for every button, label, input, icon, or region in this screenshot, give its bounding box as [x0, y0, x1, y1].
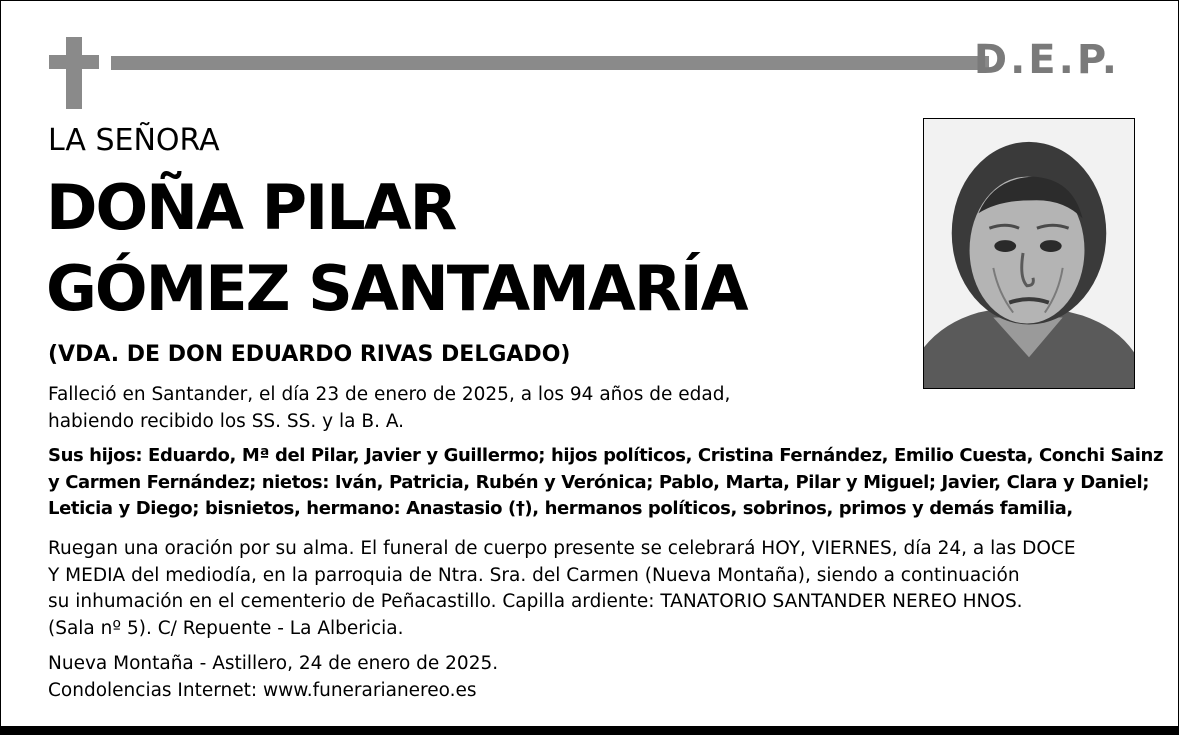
- text-line: (Sala nº 5). C/ Repuente - La Albericia.: [48, 617, 404, 639]
- text-line: Falleció en Santander, el día 23 de enero de 2025, a los 94 años de edad,: [48, 384, 731, 405]
- closing-paragraph: [48, 651, 498, 704]
- text-line: Sus hijos: Eduardo, Mª del Pilar, Javier y Guillermo; hijos políticos, Cristina Fernández, Emilio Cuesta, Conchi Sainz: [48, 445, 1164, 466]
- funeral-paragraph: [48, 536, 1076, 642]
- title-label: LA SEÑORA: [48, 123, 220, 158]
- text-line: y Carmen Fernández; nietos: Iván, Patricia, Rubén y Verónica; Pablo, Marta, Pilar y Miguel; Javier, Clara y Daniel;: [48, 471, 1150, 493]
- header-rule: [111, 56, 989, 70]
- deceased-name-line-2: GÓMEZ SANTAMARÍA: [46, 252, 747, 325]
- text-line: Ruegan una oración por su alma. El funeral de cuerpo presente se celebrará HOY, VIERNES, día 24, a las DOCE: [48, 538, 1076, 559]
- condolences-line: Condolencias Internet: www.funerarianereo.es: [48, 679, 477, 701]
- text-line: Leticia y Diego; bisnietos, hermano: Anastasio (†), hermanos políticos, sobrinos, primos y demás familia,: [48, 498, 1073, 519]
- dep-label: D.E.P.: [973, 37, 1120, 83]
- text-line: su inhumación en el cementerio de Peñacastillo. Capilla ardiente: TANATORIO SANTANDER NEREO HNOS.: [48, 591, 1023, 612]
- bottom-rule: [1, 726, 1178, 734]
- deceased-name-line-1: DOÑA PILAR: [46, 171, 456, 244]
- widow-line: (VDA. DE DON EDUARDO RIVAS DELGADO): [48, 342, 571, 367]
- family-paragraph: [48, 443, 1163, 523]
- death-paragraph: [48, 382, 730, 435]
- place-date-line: Nueva Montaña - Astillero, 24 de enero de 2025.: [48, 653, 499, 674]
- cross-icon: [49, 37, 99, 109]
- text-line: Y MEDIA del mediodía, en la parroquia de Ntra. Sra. del Carmen (Nueva Montaña), siendo a continuación: [48, 564, 1020, 586]
- portrait-photo: [923, 118, 1135, 389]
- text-line: habiendo recibido los SS. SS. y la B. A.: [48, 410, 405, 432]
